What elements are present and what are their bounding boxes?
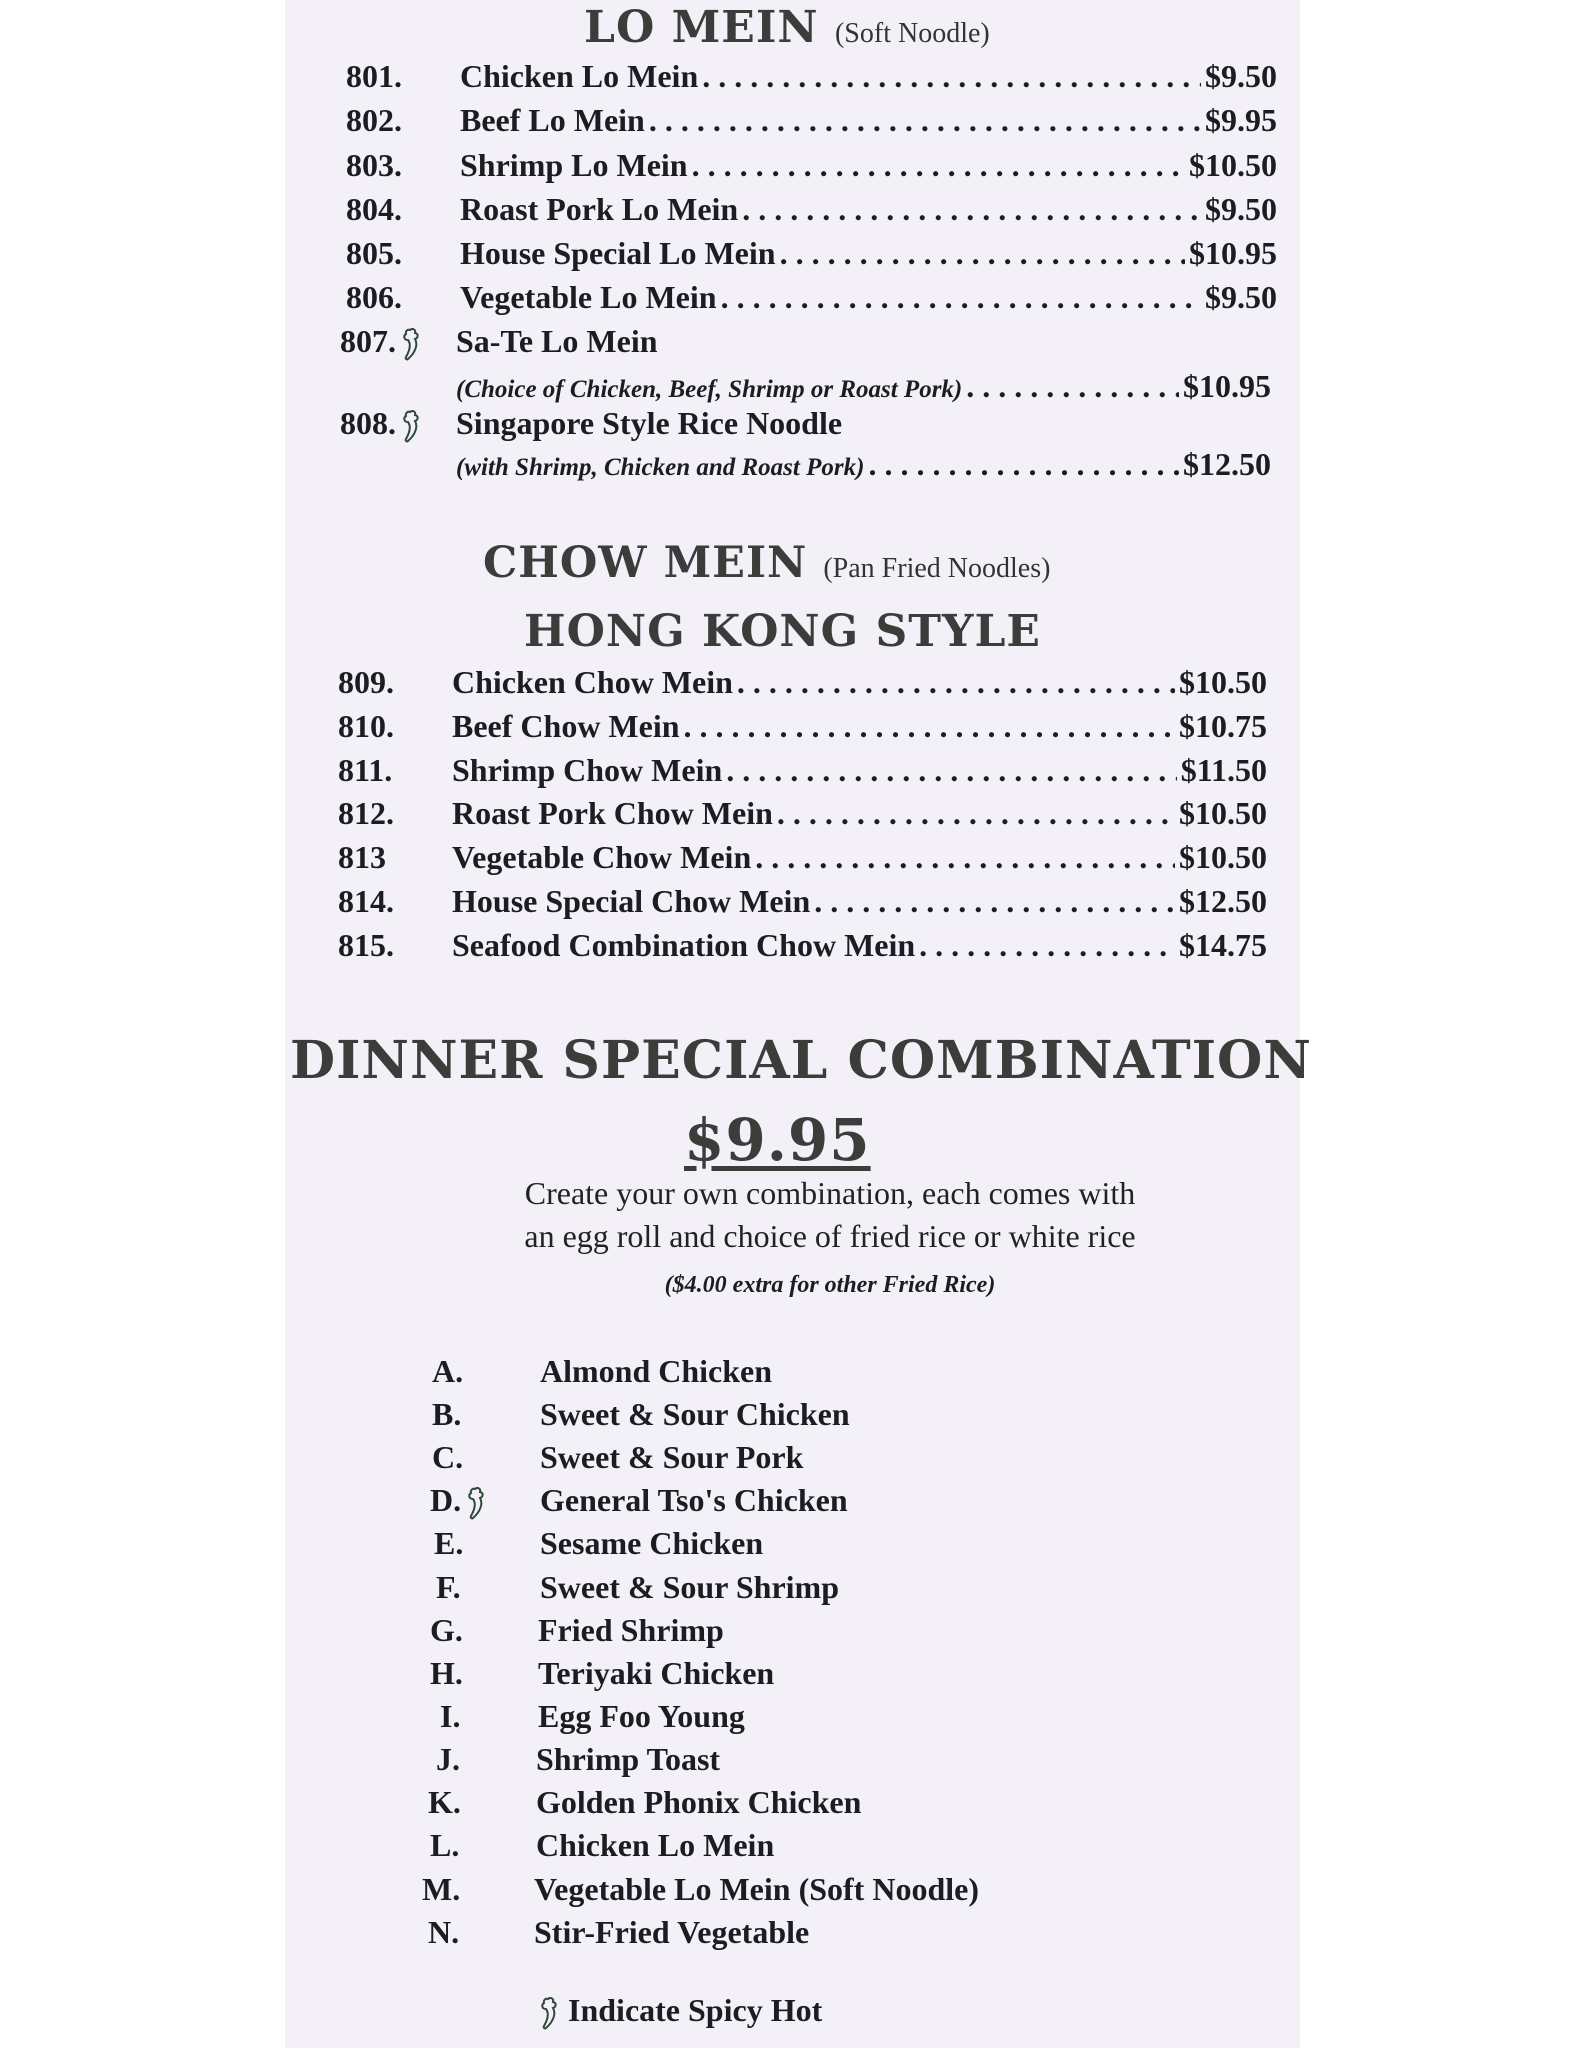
combo-letter: L. [430, 1827, 460, 1863]
leader-dots [919, 927, 1175, 964]
combo-name: Sesame Chicken [540, 1525, 764, 1561]
combo-letter: I. [440, 1698, 461, 1734]
dinner-intro [330, 1172, 1330, 1258]
chili-pepper-icon [536, 1997, 560, 2031]
item-name: Shrimp Chow Mein [452, 752, 723, 788]
item-number: 810. [338, 708, 394, 744]
chili-pepper-icon [398, 410, 422, 444]
spicy-legend-text: Indicate Spicy Hot [568, 1992, 823, 2028]
menu-item [452, 927, 1267, 964]
combo-name: General Tso's Chicken [540, 1482, 848, 1518]
combo-name: Stir-Fried Vegetable [534, 1914, 810, 1950]
item-number: 812. [338, 795, 394, 831]
item-price: $10.50 [1179, 795, 1267, 831]
menu-item [460, 147, 1277, 184]
combo-name: Chicken Lo Mein [536, 1827, 775, 1863]
leader-dots [684, 708, 1175, 745]
leader-dots [966, 368, 1179, 405]
dinner-intro-line1: Create your own combination, each comes with [524, 1175, 1136, 1211]
leader-dots [726, 752, 1177, 789]
menu-item [460, 235, 1277, 272]
item-price: $12.50 [1183, 446, 1271, 482]
item-name: Vegetable Lo Mein [460, 279, 717, 315]
leader-dots [777, 795, 1175, 832]
menu-item [452, 883, 1267, 920]
dinner-special-heading: DINNER SPECIAL COMBINATION [290, 1030, 1312, 1091]
item-price: $9.95 [1205, 102, 1277, 138]
combo-name: Vegetable Lo Mein (Soft Noodle) [534, 1871, 979, 1907]
combo-letter: J. [436, 1741, 460, 1777]
item-name: Roast Pork Chow Mein [452, 795, 773, 831]
menu-item [460, 102, 1277, 139]
item-number-spicy [340, 405, 422, 444]
leader-dots [742, 191, 1201, 228]
combo-letter: D. [430, 1482, 462, 1518]
item-number: 805. [346, 235, 402, 271]
dinner-intro-line2: an egg roll and choice of fried rice or white rice [524, 1218, 1136, 1254]
item-name: Roast Pork Lo Mein [460, 191, 739, 227]
combo-name: Golden Phonix Chicken [536, 1784, 862, 1820]
leader-dots [737, 664, 1175, 701]
item-number: 804. [346, 191, 402, 227]
item-price: $10.95 [1183, 368, 1271, 404]
item-name: Chicken Chow Mein [452, 664, 733, 700]
leader-dots [692, 147, 1185, 184]
combo-letter: K. [428, 1784, 461, 1820]
item-number: 801. [346, 58, 402, 94]
combo-name: Sweet & Sour Shrimp [540, 1569, 839, 1605]
combo-letter-spicy [430, 1482, 487, 1521]
menu-item [460, 279, 1277, 316]
leader-dots [755, 839, 1175, 876]
item-name: Beef Chow Mein [452, 708, 680, 744]
item-price: $10.50 [1189, 147, 1277, 183]
menu-item [460, 58, 1277, 95]
item-number: 813 [338, 839, 386, 875]
item-price: $10.95 [1189, 235, 1277, 271]
chili-pepper-icon [398, 328, 422, 362]
lo-mein-heading [584, 2, 990, 53]
combo-name: Sweet & Sour Chicken [540, 1396, 850, 1432]
item-number-spicy [340, 323, 422, 362]
leader-dots [780, 235, 1185, 272]
lo-mein-subtitle: (Soft Noodle) [834, 18, 990, 49]
item-number: 808. [340, 405, 396, 441]
item-number: 802. [346, 102, 402, 138]
item-price: $14.75 [1179, 927, 1267, 963]
combo-letter: N. [428, 1914, 460, 1950]
hong-kong-style-heading: HONG KONG STYLE [524, 606, 1041, 657]
item-name: Vegetable Chow Mein [452, 839, 752, 875]
combo-name: Almond Chicken [540, 1353, 773, 1389]
dinner-extra-note: ($4.00 extra for other Fried Rice) [664, 1272, 996, 1298]
leader-dots [868, 446, 1179, 483]
item-number: 811. [338, 752, 393, 788]
leader-dots [814, 883, 1175, 920]
combo-letter: B. [432, 1396, 462, 1432]
menu-item [452, 708, 1267, 745]
item-name: Beef Lo Mein [460, 102, 645, 138]
item-description: (with Shrimp, Chicken and Roast Pork) [456, 454, 865, 481]
menu-item [456, 368, 1271, 405]
item-name: Singapore Style Rice Noodle [456, 405, 843, 441]
combo-letter: H. [430, 1655, 463, 1691]
item-name: House Special Chow Mein [452, 883, 811, 919]
dinner-special-price: $9.95 [684, 1106, 871, 1174]
item-name: Seafood Combination Chow Mein [452, 927, 916, 963]
item-number: 807. [340, 323, 396, 359]
menu-item [452, 795, 1267, 832]
item-price: $10.50 [1179, 839, 1267, 875]
menu-item [456, 446, 1271, 483]
combo-name: Fried Shrimp [538, 1612, 724, 1648]
chow-mein-title: CHOW MEIN [483, 538, 808, 588]
item-number: 814. [338, 883, 394, 919]
combo-letter: C. [432, 1439, 464, 1475]
item-number: 806. [346, 279, 402, 315]
item-price: $9.50 [1205, 191, 1277, 227]
lo-mein-title: LO MEIN [584, 2, 819, 53]
combo-letter: M. [422, 1871, 461, 1907]
item-price: $9.50 [1205, 58, 1277, 94]
item-name: Sa-Te Lo Mein [456, 323, 658, 359]
item-name: Shrimp Lo Mein [460, 147, 688, 183]
item-price: $9.50 [1205, 279, 1277, 315]
combo-name: Egg Foo Young [538, 1698, 745, 1734]
combo-letter: A. [432, 1353, 464, 1389]
item-price: $12.50 [1179, 883, 1267, 919]
item-number: 803. [346, 147, 402, 183]
item-name: House Special Lo Mein [460, 235, 776, 271]
item-price: $11.50 [1180, 752, 1267, 788]
spicy-legend [534, 1992, 822, 2031]
chow-mein-subtitle: (Pan Fried Noodles) [823, 553, 1051, 584]
menu-item [452, 839, 1267, 876]
menu-item [452, 752, 1267, 789]
chili-pepper-icon [463, 1487, 487, 1521]
combo-name: Teriyaki Chicken [538, 1655, 775, 1691]
item-price: $10.75 [1179, 708, 1267, 744]
item-price: $10.50 [1179, 664, 1267, 700]
item-number: 809. [338, 664, 394, 700]
item-description: (Choice of Chicken, Beef, Shrimp or Roast Pork) [456, 376, 963, 403]
combo-name: Sweet & Sour Pork [540, 1439, 804, 1475]
leader-dots [649, 102, 1201, 139]
leader-dots [702, 58, 1201, 95]
combo-name: Shrimp Toast [536, 1741, 721, 1777]
combo-letter: F. [436, 1569, 461, 1605]
menu-item [452, 664, 1267, 701]
chow-mein-heading [483, 538, 1050, 588]
item-number: 815. [338, 927, 394, 963]
combo-letter: G. [430, 1612, 463, 1648]
combo-letter: E. [434, 1525, 464, 1561]
item-name: Chicken Lo Mein [460, 58, 699, 94]
leader-dots [721, 279, 1201, 316]
menu-item [460, 191, 1277, 228]
